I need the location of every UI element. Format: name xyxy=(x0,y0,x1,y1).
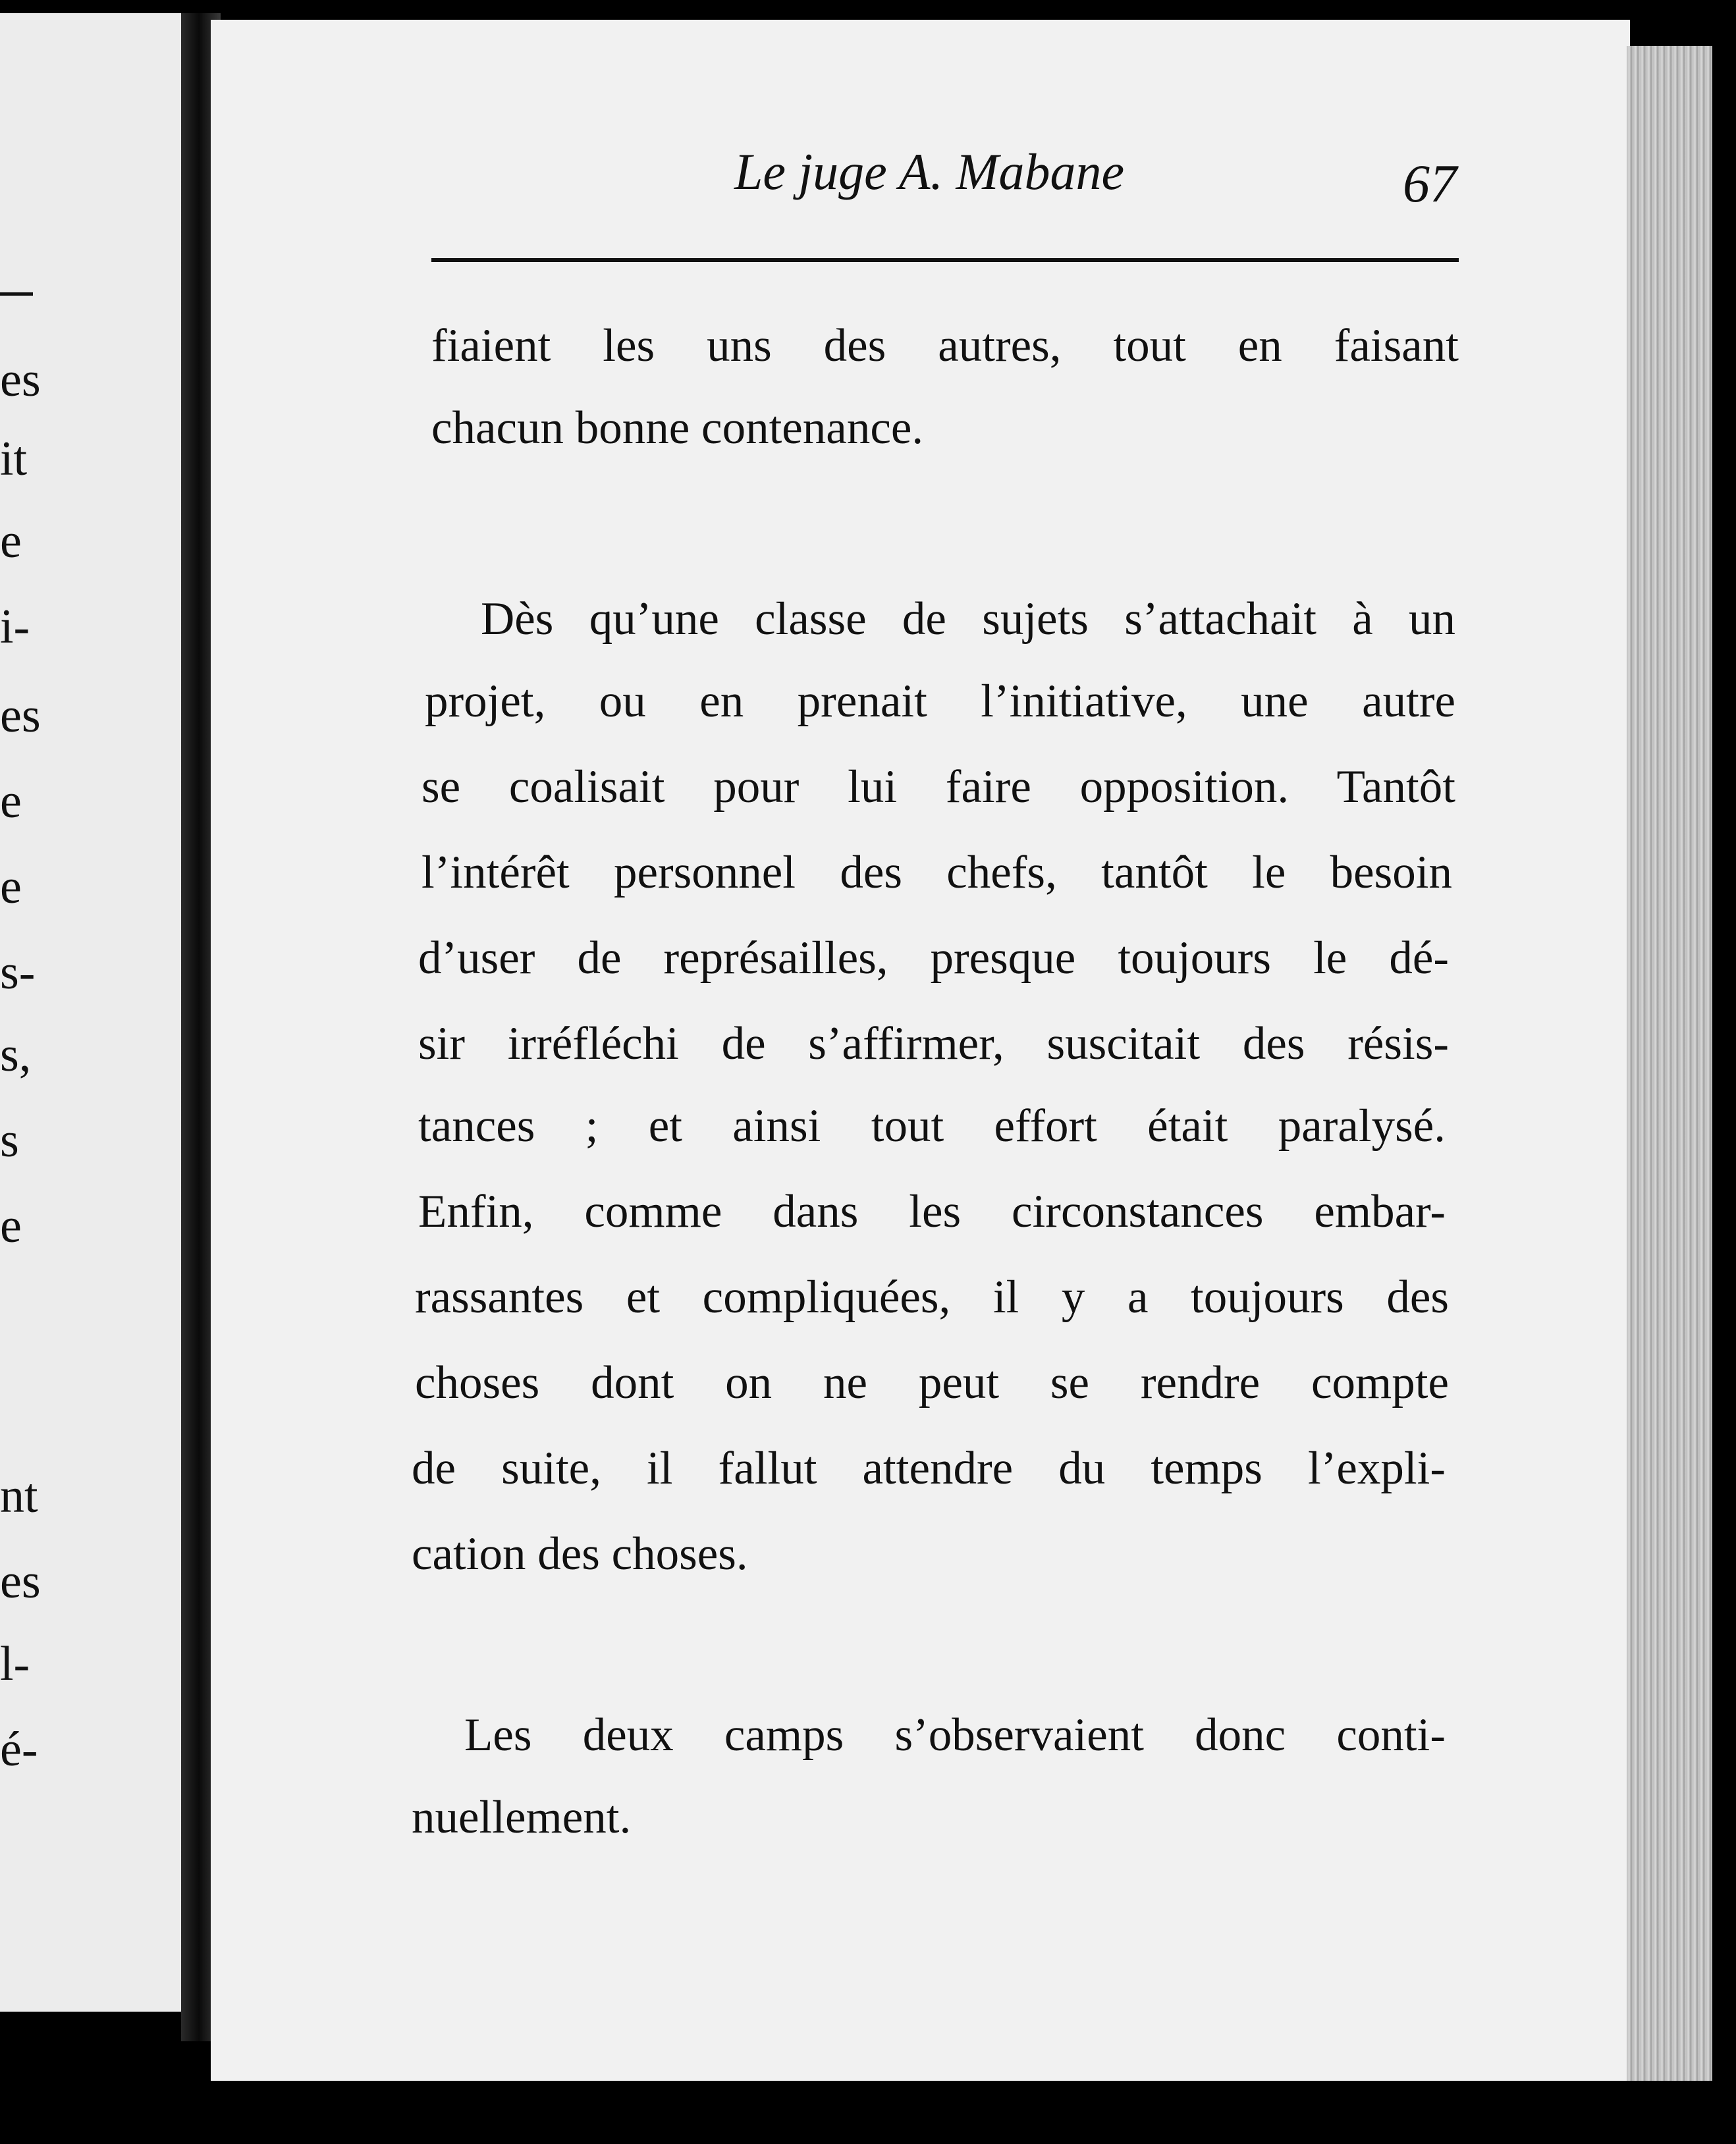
text-line: projet, ou en prenait l’initiative, une autre xyxy=(425,676,1455,727)
text-line: cation des choses. xyxy=(412,1528,748,1580)
running-title: Le juge A. Mabane xyxy=(734,143,1125,200)
left-page-fragment: nt xyxy=(0,1469,38,1523)
text-line: rassantes et compliquées, il y a toujours des xyxy=(415,1272,1449,1323)
left-page-fragment: e xyxy=(0,774,22,828)
text-line: Dès qu’une classe de sujets s’attachait à un xyxy=(481,593,1455,645)
left-page-fragment: é- xyxy=(0,1723,38,1777)
text-line: de suite, il fallut attendre du temps l’expli- xyxy=(412,1443,1446,1494)
text-line: sir irréfléchi de s’affirmer, suscitait des résis- xyxy=(418,1018,1449,1069)
left-page-fragment: s- xyxy=(0,946,36,1000)
left-page-fragment: e xyxy=(0,860,22,914)
text-line: se coalisait pour lui faire opposition. Tantôt xyxy=(421,761,1455,813)
left-page-fragment: i- xyxy=(0,600,30,654)
text-line: d’user de représailles, presque toujours le dé- xyxy=(418,932,1449,984)
left-page-fragment: es xyxy=(0,689,41,743)
left-facing-page xyxy=(0,13,181,2012)
left-page-fragment: it xyxy=(0,432,28,486)
left-page-fragment: e xyxy=(0,514,22,568)
text-line: Les deux camps s’observaient donc conti- xyxy=(464,1709,1446,1761)
page-edges xyxy=(1627,46,1712,2081)
header-rule xyxy=(431,258,1459,262)
left-page-fragment: s xyxy=(0,1113,19,1167)
text-line: tances ; et ainsi tout effort était paralysé. xyxy=(418,1100,1446,1152)
text-line: nuellement. xyxy=(412,1792,632,1843)
left-page-fragment: es xyxy=(0,1555,41,1609)
text-line: choses dont on ne peut se rendre compte xyxy=(415,1357,1449,1408)
left-page-fragment: l- xyxy=(0,1637,30,1691)
text-line: Enfin, comme dans les circonstances embar- xyxy=(418,1186,1446,1237)
left-page-fragment: es xyxy=(0,353,41,407)
left-page-fragment: e xyxy=(0,1199,22,1253)
text-line: fiaient les uns des autres, tout en faisant xyxy=(431,320,1459,371)
page-number: 67 xyxy=(1403,153,1457,213)
left-page-rule xyxy=(0,292,33,296)
text-line: chacun bonne contenance. xyxy=(431,402,924,454)
left-page-fragment: s, xyxy=(0,1028,32,1082)
text-line: l’intérêt personnel des chefs, tantôt le besoin xyxy=(421,847,1452,898)
